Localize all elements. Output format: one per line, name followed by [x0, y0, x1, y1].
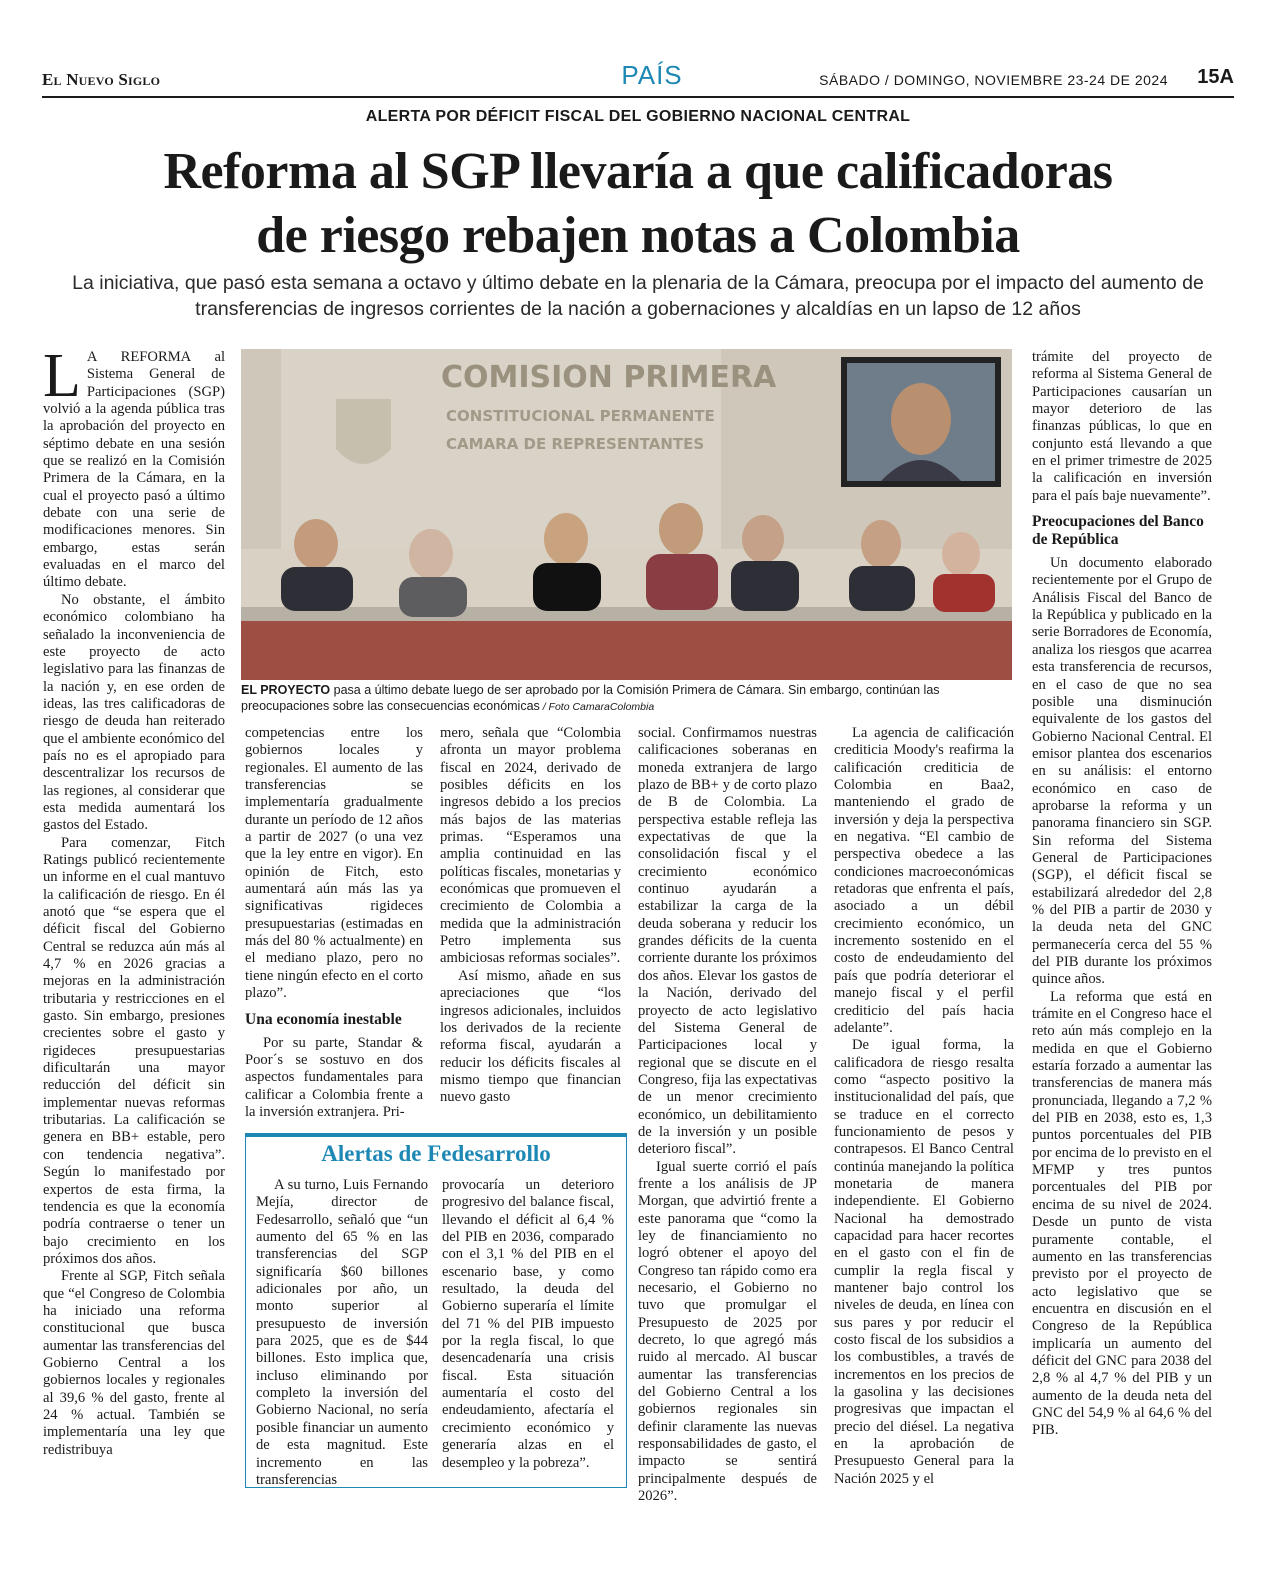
sidebar-title: Alertas de Fedesarrollo: [321, 1141, 551, 1166]
text-column-6: [1032, 349, 1212, 1440]
sidebar-column-1: [256, 1177, 428, 1489]
photo-credit: / Foto CamaraColombia: [539, 701, 655, 713]
paragraph: A su turno, Luis Fernando Mejía, director de Fedesarrollo, señaló que “un aumento del 65 % en las transferencias del SGP significaría $60 billones adicionales por año, un monto superior al presupuesto de inversión para 2025, que es de $44 billones. Esto implica que, incluso eliminando por completo la inversión del Gobierno Nacional, no sería posible financiar un aumento de esta magnitud. Este incremento en las transferencias: [256, 1177, 428, 1488]
paragraph: provocaría un deterioro progresivo del balance fiscal, llevando el déficit al 6,4 % del PIB en 2036, comparado con el 3,1 % del PIB en el escenario base, y como resultado, la deuda del Gobierno superaría el límite del 71 % del PIB impuesto por la regla fiscal, lo que desencadenaría una crisis fiscal. Esta situación aumentaría el costo del endeudamiento, afectaría el crecimiento económico y generaría alzas en el desempleo y la pobreza”.: [442, 1177, 614, 1471]
masthead: [42, 60, 1234, 98]
page-number: 15A: [1197, 66, 1234, 88]
paragraph: Para comenzar, Fitch Ratings publicó recientemente un informe en el cual mantuvo la calificación de riesgo. En él anotó que “se espera que el déficit fiscal del Gobierno Central se reduzca aún más al 4,7 % en 2026 gracias a mejoras en la administración tributaria y restricciones en el gasto. Sin embargo, presiones crecientes sobre el gasto y rigideces presupuestarias dificultarán una mayor reducción del déficit sin implementar nuevas reformas tributarias. La calificación se genera en BB+ estable, pero con tendencia negativa”. Según lo manifestado por expertos de esta firma, la tendencia es que la economía podría contraerse o tener un bajo crecimiento en los próximos dos años.: [43, 834, 225, 1267]
article-deck: La iniciativa, que pasó esta semana a octavo y último debate en la plenaria de la Cámara, preocupa por el impacto del aumento de transferencias de ingresos corrientes de la nación a gobernaciones y alcaldías en un lapso de 12 años: [72, 272, 1204, 320]
paragraph: trámite del proyecto de reforma al Sistema General de Participaciones causarían un mayor deterioro de las finanzas públicas, lo que en conjunto está llevando a que en el primer trimestre de 2025 la calificación en inversión para el país baje nuevamente”.: [1032, 349, 1212, 504]
headline-line-1: Reforma al SGP llevaría a que calificadoras: [163, 143, 1113, 200]
paragraph: Así mismo, añade en sus apreciaciones que “los ingresos adicionales, incluidos los derivados de la reciente reforma fiscal, ayudarán a reducir los déficits fiscales al mismo tiempo que financian nuevo gasto: [440, 967, 621, 1106]
paragraph: La agencia de calificación crediticia Moody's reafirma la calificación crediticia de Colombia en Baa2, manteniendo el grado de inversión y deja la perspectiva en negativa. “El cambio de perspectiva obedece a las condiciones macroeconómicas retadoras que enfrenta el país, asociado a un débil crecimiento económico, un incremento sostenido en el costo de endeudamiento del país que podría deteriorar el manejo fiscal y el perfil crediticio del país hacia adelante”.: [834, 725, 1014, 1036]
photo-caption: [241, 682, 1012, 715]
paragraph: social. Confirmamos nuestras calificaciones soberanas en moneda extranjera de largo plazo de BB+ y de corto plazo de B de Colombia. La perspectiva estable refleja las expectativas de que la consolidación fiscal y el crecimiento económico continuo ayudarán a estabilizar la carga de la deuda soberana y reducir los grandes déficits de la cuenta corriente durante los próximos dos años. Elevar los gastos de la Nación, derivado del proyecto de acto legislativo del Sistema General de Participaciones local y regional que se discute en el Congreso, fija las expectativas de un menor crecimiento económico, un debilitamiento de la inversión y un posible deterioro fiscal”.: [638, 725, 817, 1158]
paragraph: competencias entre los gobiernos locales y regionales. El aumento de las transferencias se implementaría gradualmente durante un período de 12 años a partir de 2027 (o una vez que la ley entre en vigor). En opinión de Fitch, esto aumentará aún más las ya significativas rigideces presupuestarias (estimadas en más del 80 % actualmente) en el mediano plazo, pero no tiene ningún efecto en el corto plazo”.: [245, 725, 423, 1002]
article-photo: [241, 349, 1012, 680]
edition-date: SÁBADO / DOMINGO, NOVIEMBRE 23-24 DE 2024: [819, 72, 1168, 88]
drop-cap: L: [43, 342, 81, 410]
paragraph: No obstante, el ámbito económico colombiano ha señalado la inconveniencia de este proyecto de acto legislativo para las finanzas de la nación y, en ese orden de ideas, las tres calificadoras de riesgo de deuda han reiterado que el ambiente económico del país no es el apropiado para descentralizar los recursos de las regiones, al considerar que esta medida aumentará los gastos del Estado.: [43, 591, 225, 834]
article-kicker: ALERTA POR DÉFICIT FISCAL DEL GOBIERNO NACIONAL CENTRAL: [365, 108, 911, 125]
paragraph: L A REFORMA al Sistema General de Participaciones (SGP) volvió a la agenda pública tras la aprobación del proyecto en séptimo debate en una sesión que se realizó en la Comisión Primera de la Cámara, en la cual el proyecto pasó a último debate con una serie de modificaciones menores. Sin embargo, estas serán evaluadas en el marco del último debate.: [43, 342, 225, 591]
paragraph: De igual forma, la calificadora de riesgo resalta como “aspecto positivo la institucionalidad del país, que se traduce en el correcto funcionamiento de pesos y contrapesos. El Banco Central continúa manejando la política monetaria de manera independiente. El Gobierno Nacional ha demostrado capacidad para hacer recortes en el gasto con el fin de cumplir la regla fiscal y mantener bajo control los niveles de deuda, en línea con sus pares y por reducir el costo fiscal de los subsidios a los combustibles, a través de incrementos en los precios de la gasolina y las decisiones progresivas que impactan el precio del diésel. La negativa en la aprobación de Presupuesto General para la Nación 2025 y el: [834, 1037, 1014, 1487]
wall-sign-line-2: CONSTITUCIONAL PERMANENTE: [446, 407, 715, 425]
wall-sign-line-1: COMISION PRIMERA: [441, 360, 777, 395]
wall-sign-line-3: CAMARA DE REPRESENTANTES: [446, 435, 705, 453]
paragraph: mero, señala que “Colombia afronta un mayor problema fiscal en 2024, derivado de posibles déficits en los ingresos debido a los precios más bajos de las materias primas. “Esperamos una amplia continuidad en las políticas fiscales, monetarias y económicas que promueven el crecimiento de Colombia a medida que la administración Petro implementa sus ambiciosas reformas sociales”.: [440, 725, 621, 967]
sidebar-alertas-fedesarrollo: [245, 1133, 627, 1488]
subheading-preocupaciones: Preocupaciones del Banco de República: [1032, 513, 1204, 549]
paragraph: La reforma que está en trámite en el Congreso hace el reto aún más complejo en la medida en que el Gobierno estaría forzado a aumentar las transferencias de manera más pronunciada, llegando a 7,2 % del PIB en 2038, esto es, 1,3 puntos porcentuales del PIB por encima de lo previsto en el MFMP y tres puntos porcentuales del PIB por encima de su nivel de 2024. Desde un punto de vista puramente contable, el aumento en las transferencias previsto por el proyecto de acto legislativo que se encuentra en discusión en el Congreso de la República implicaría un aumento del déficit del GNC para 2038 del 2,8 % al 4,7 % del PIB y un aumento de la deuda neta del GNC del 54,9 % al 64,6 % del PIB.: [1032, 988, 1212, 1439]
caption-lead: EL PROYECTO: [241, 683, 331, 697]
text-column-2: [245, 725, 423, 1121]
subheading-economia-inestable: Una economía inestable: [245, 1010, 402, 1028]
text-column-3: [440, 725, 621, 1107]
text-column-4: [638, 725, 817, 1505]
caption-text: pasa a último debate luego de ser aprobado por la Comisión Primera de Cámara. Sin embargo, continúan las preocupaciones sobre las consecuencias económicas: [241, 683, 940, 713]
paragraph: Por su parte, Standar & Poor´s se sostuvo en dos aspectos fundamentales para calificar a Colombia frente a la inversión extranjera. Pri-: [245, 1034, 423, 1120]
paragraph: Frente al SGP, Fitch señala que “el Congreso de Colombia ha iniciado una reforma constitucional que busca aumentar las transferencias del Gobierno Central a los gobiernos locales y regionales al 39,6 % del gasto, frente al 24 % actual. También se implementaría una ley que redistribuya: [43, 1268, 225, 1458]
section-name: PAÍS: [621, 60, 683, 90]
paragraph: Un documento elaborado recientemente por el Grupo de Análisis Fiscal del Banco de la República y publicado en la serie Borradores de Economía, analiza los riesgos que acarrea esta transferencia de recursos, en el caso de que no sea posible una disminución equivalente de los gastos del Gobierno Nacional Central. El emisor plantea dos escenarios en su análisis: el entorno económico en caso de aprobarse la reforma y un panorama financiero sin SGP. Sin reforma del Sistema General de Participaciones (SGP), el déficit fiscal se estabilizará alrededor del 2,8 % del PIB a partir de 2030 y la deuda neta del GNC permanecería cerca del 55 % del PIB durante los próximos quince años.: [1032, 555, 1212, 988]
newspaper-name: El Nuevo Siglo: [42, 70, 161, 89]
text-column-1: [43, 342, 225, 1459]
text-column-5: [834, 725, 1014, 1488]
paragraph: Igual suerte corrió el país frente a los análisis de JP Morgan, que advirtió frente a este panorama que “como la ley de financiamiento no logró obtener el apoyo del Congreso tan rápido como era necesario, el Gobierno no tuvo que promulgar el Presupuesto de 2025 por decreto, lo que agregó más ruido al mercado. Al buscar aumentar las transferencias del Gobierno Central a los gobiernos regionales sin definir claramente las nuevas responsabilidades de gasto, el impacto se sentirá principalmente después de 2026”.: [638, 1158, 817, 1505]
article-headline: [42, 140, 1234, 268]
headline-line-2: de riesgo rebajen notas a Colombia: [256, 207, 1020, 264]
sidebar-column-2: [442, 1177, 614, 1472]
